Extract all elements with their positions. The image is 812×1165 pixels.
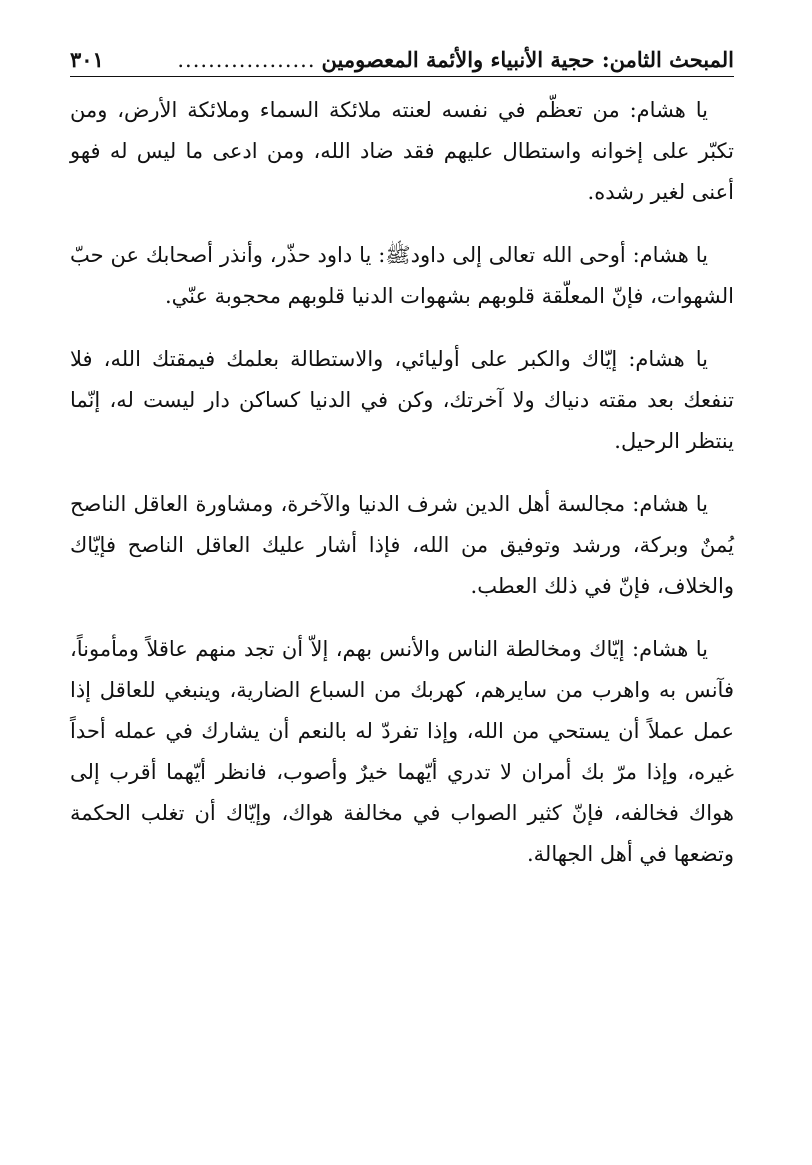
page-number: ٣٠١ bbox=[70, 46, 104, 72]
running-header bbox=[70, 42, 734, 77]
paragraph-1: يا هشام: من تعظّم في نفسه لعنته ملائكة السماء وملائكة الأرض، ومن تكبّر على إخوانه واستطال عليهم فقد ضاد الله، ومن ادعى ما ليس له فهو أعنى لغير رشده. bbox=[70, 98, 734, 204]
leader-dots: .................. bbox=[177, 47, 316, 72]
main-text bbox=[70, 90, 734, 897]
chapter-section-title: المبحث الثامن: حجية الأنبياء والأئمة المعصومين bbox=[321, 46, 734, 72]
paragraph-2: يا هشام: أوحى الله تعالى إلى داودﷺ: يا داود حذّر، وأنذر أصحابك عن حبّ الشهوات، فإنّ المعلّقة قلوبهم بشهوات الدنيا قلوبهم محجوبة عنّي. bbox=[70, 243, 734, 308]
header-title-group bbox=[177, 47, 734, 72]
paragraph-4: يا هشام: مجالسة أهل الدين شرف الدنيا والآخرة، ومشاورة العاقل الناصح يُمنٌ وبركة، ورشد وتوفيق من الله، فإذا أشار عليك العاقل الناصح فإيّاك والخلاف، فإنّ في ذلك العطب. bbox=[70, 492, 734, 598]
paragraph-5: يا هشام: إيّاك ومخالطة الناس والأنس بهم، إلاّ أن تجد منهم عاقلاً ومأموناً، فآنس به واهرب من سايرهم، كهربك من السباع الضارية، وينبغي للعاقل إذا عمل عملاً أن يستحي من الله، وإذا تفردّ له بالنعم أن يشارك في عمله أحداً غيره، وإذا مرّ بك أمران لا تدري أيّهما خيرٌ وأصوب، فانظر أيّهما أقرب إلى هواك فخالفه، فإنّ كثير الصواب في مخالفة هواك، وإيّاك أن تغلب الحكمة وتضعها في أهل الجهالة. bbox=[70, 637, 734, 866]
paragraph-3: يا هشام: إيّاك والكبر على أوليائي، والاستطالة بعلمك فيمقتك الله، فلا تنفعك بعد مقته دنياك ولا آخرتك، وكن في الدنيا كساكن دار ليست له، إنّما ينتظر الرحيل. bbox=[70, 347, 734, 453]
